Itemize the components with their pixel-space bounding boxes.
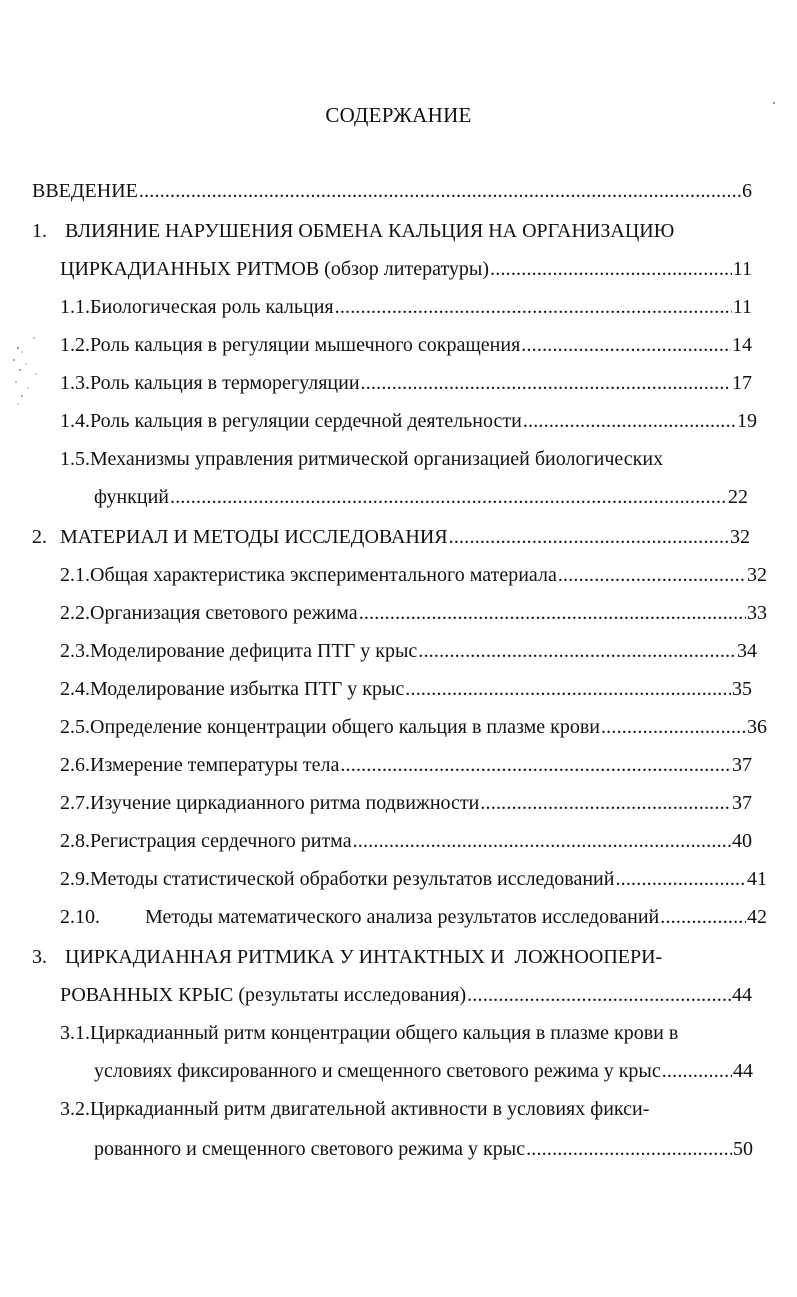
- toc-entry-text: МАТЕРИАЛ И МЕТОДЫ ИССЛЕДОВАНИЯ: [60, 526, 448, 548]
- toc-entry-text: Методы математического анализа результатов исследований: [145, 906, 660, 928]
- toc-entry-page: 14: [732, 334, 752, 356]
- toc-entry-intro: [32, 178, 752, 204]
- toc-leader-dots: [490, 256, 732, 282]
- toc-entry-page: 6: [742, 180, 752, 202]
- toc-entry-1-5-cont: [94, 484, 748, 510]
- toc-entry-chapter-3-cont: [60, 982, 752, 1008]
- toc-leader-dots: [615, 866, 746, 892]
- toc-entry-page: 37: [732, 754, 752, 776]
- toc-entry-text-continued: ЦИРКАДИАННЫХ РИТМОВ (обзор литературы): [60, 258, 490, 280]
- toc-leader-dots: [361, 370, 731, 396]
- toc-entry-page: 42: [747, 906, 767, 928]
- toc-leader-dots: [335, 294, 732, 320]
- toc-entry-number: 2.: [32, 526, 47, 548]
- toc-leader-dots: [405, 676, 731, 702]
- toc-entry-text: 2.5.Определение концентрации общего кальция в плазме крови: [60, 716, 600, 738]
- toc-entry-text: 2.3.Моделирование дефицита ПТГ у крыс: [60, 640, 418, 662]
- toc-entry-page: 34: [737, 640, 757, 662]
- toc-entry-text: 1.2.Роль кальция в регуляции мышечного сокращения: [60, 334, 521, 356]
- toc-entry-page: 44: [732, 984, 752, 1006]
- toc-entry-1-5: [60, 446, 663, 472]
- toc-entry-page: 40: [732, 830, 752, 852]
- scan-noise-dot: [773, 102, 775, 104]
- toc-entry-2-5: [60, 714, 767, 740]
- toc-leader-dots: [601, 714, 746, 740]
- toc-entry-2-3: [60, 638, 757, 664]
- toc-entry-chapter-2: [32, 524, 750, 550]
- toc-entry-1-2: [60, 332, 752, 358]
- toc-entry-page: 11: [732, 296, 752, 318]
- toc-entry-page: 41: [747, 868, 767, 890]
- toc-leader-dots: [353, 828, 731, 854]
- toc-entry-text: ВВЕДЕНИЕ: [32, 180, 138, 202]
- toc-entry-chapter-1-cont: [60, 256, 752, 282]
- toc-entry-text-continued: РОВАННЫХ КРЫС (результаты исследования): [60, 984, 467, 1006]
- toc-leader-dots: [449, 524, 729, 550]
- toc-entry-3-2: [60, 1096, 649, 1122]
- toc-entry-3-1-cont: [94, 1058, 753, 1084]
- toc-entry-3-2-cont: [94, 1136, 753, 1162]
- toc-entry-page: 11: [732, 258, 752, 280]
- toc-entry-page: 37: [732, 792, 752, 814]
- toc-entry-page: 32: [747, 564, 767, 586]
- toc-entry-chapter-3: [32, 944, 662, 970]
- toc-entry-text: 1.3.Роль кальция в терморегуляции: [60, 372, 360, 394]
- toc-entry-2-4: [60, 676, 752, 702]
- toc-entry-text: 1.5.Механизмы управления ритмической организацией биологических: [60, 448, 664, 470]
- toc-entry-text: 3.2.Циркадианный ритм двигательной активности в условиях фикси-: [60, 1098, 650, 1120]
- toc-entry-3-1: [60, 1020, 678, 1046]
- toc-entry-chapter-1: [32, 218, 674, 244]
- toc-entry-number: 2.10.: [60, 906, 100, 928]
- toc-entry-text: ЦИРКАДИАННАЯ РИТМИКА У ИНТАКТНЫХ И ЛОЖНООПЕРИ-: [65, 946, 663, 968]
- toc-entry-text: 2.7.Изучение циркадианного ритма подвижности: [60, 792, 480, 814]
- toc-leader-dots: [660, 904, 746, 930]
- toc-entry-2-2: [60, 600, 767, 626]
- toc-entry-2-9: [60, 866, 767, 892]
- toc-entry-text: 2.2.Организация светового режима: [60, 602, 358, 624]
- toc-entry-2-8: [60, 828, 752, 854]
- toc-entry-2-6: [60, 752, 752, 778]
- toc-entry-page: 32: [730, 526, 750, 548]
- toc-entry-number: 3.: [32, 946, 47, 968]
- toc-leader-dots: [523, 408, 736, 434]
- toc-leader-dots: [170, 484, 727, 510]
- toc-entry-text: ВЛИЯНИЕ НАРУШЕНИЯ ОБМЕНА КАЛЬЦИЯ НА ОРГАНИЗАЦИЮ: [65, 220, 675, 242]
- toc-entry-text-continued: рованного и смещенного светового режима у крыс: [94, 1138, 526, 1160]
- toc-entry-page: 35: [732, 678, 752, 700]
- toc-entry-page: 44: [733, 1060, 753, 1082]
- toc-entry-1-4: [60, 408, 757, 434]
- toc-entry-2-1: [60, 562, 767, 588]
- toc-leader-dots: [526, 1136, 732, 1162]
- toc-leader-dots: [521, 332, 731, 358]
- toc-entry-page: 22: [728, 486, 748, 508]
- toc-entry-1-1: [60, 294, 752, 320]
- toc-entry-text-continued: функций: [94, 486, 169, 508]
- toc-entry-text: 2.8.Регистрация сердечного ритма: [60, 830, 352, 852]
- toc-leader-dots: [558, 562, 746, 588]
- toc-entry-text: 2.1.Общая характеристика экспериментального материала: [60, 564, 557, 586]
- toc-entry-page: 33: [747, 602, 767, 624]
- toc-entry-text: 2.4.Моделирование избытка ПТГ у крыс: [60, 678, 405, 700]
- toc-entry-2-10: [60, 904, 767, 930]
- toc-leader-dots: [480, 790, 731, 816]
- toc-heading: СОДЕРЖАНИЕ: [325, 103, 472, 127]
- toc-entry-page: 50: [733, 1138, 753, 1160]
- toc-entry-page: 19: [737, 410, 757, 432]
- scan-noise-marks: [6, 330, 46, 420]
- toc-entry-text: 2.6.Измерение температуры тела: [60, 754, 340, 776]
- toc-entry-text: 1.4.Роль кальция в регуляции сердечной деятельности: [60, 410, 522, 432]
- toc-leader-dots: [340, 752, 731, 778]
- toc-leader-dots: [418, 638, 736, 664]
- toc-entry-text: 1.1.Биологическая роль кальция: [60, 296, 334, 318]
- toc-entry-page: 36: [747, 716, 767, 738]
- toc-entry-2-7: [60, 790, 752, 816]
- toc-leader-dots: [662, 1058, 732, 1084]
- toc-entry-text: 2.9.Методы статистической обработки результатов исследований: [60, 868, 615, 890]
- toc-entry-page: 17: [732, 372, 752, 394]
- toc-entry-1-3: [60, 370, 752, 396]
- toc-leader-dots: [467, 982, 731, 1008]
- toc-entry-number: 1.: [32, 220, 47, 242]
- toc-leader-dots: [139, 178, 741, 204]
- toc-entry-text: 3.1.Циркадианный ритм концентрации общего кальция в плазме крови в: [60, 1022, 679, 1044]
- toc-entry-text-continued: условиях фиксированного и смещенного светового режима у крыс: [94, 1060, 661, 1082]
- toc-leader-dots: [359, 600, 746, 626]
